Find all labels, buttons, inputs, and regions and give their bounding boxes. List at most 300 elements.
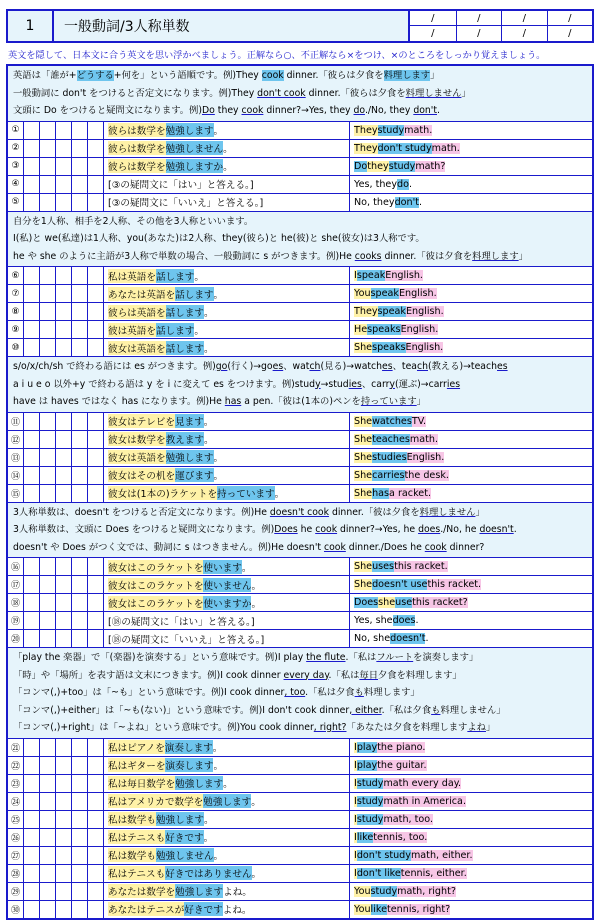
jp-text: 。: [203, 343, 214, 355]
check-box[interactable]: [72, 811, 88, 828]
check-box[interactable]: [40, 303, 56, 320]
check-box[interactable]: [24, 267, 40, 284]
en-text: Yes, she: [354, 615, 393, 626]
note-text: 毎日: [359, 669, 378, 681]
jp-text: 彼らは数学を: [108, 141, 166, 155]
check-box[interactable]: [24, 303, 40, 320]
check-box[interactable]: [88, 576, 104, 593]
check-box[interactable]: [72, 576, 88, 593]
check-box[interactable]: [24, 158, 40, 175]
date-cell[interactable]: /: [456, 26, 502, 41]
check-box[interactable]: [24, 865, 40, 882]
note-text: 「時」や「場所」を表す語は文末につきます。例)I cook dinner: [13, 669, 284, 681]
note-text: 自分を1人称、相手を2人称、その他を3人称といいます。: [13, 215, 254, 227]
check-box[interactable]: [40, 485, 56, 502]
note-text: es: [497, 361, 508, 372]
check-box[interactable]: [24, 467, 40, 484]
check-box[interactable]: [24, 811, 40, 828]
en-text: math, either.: [410, 849, 473, 861]
en-text: speak: [356, 270, 386, 281]
check-box[interactable]: [72, 431, 88, 448]
check-box[interactable]: [24, 431, 40, 448]
jp-text: 。: [203, 417, 214, 428]
check-box[interactable]: [40, 739, 56, 756]
check-box[interactable]: [40, 431, 56, 448]
date-grid: [408, 11, 592, 41]
check-box[interactable]: [40, 194, 56, 211]
check-box[interactable]: [72, 865, 88, 882]
japanese-sentence: [104, 467, 350, 484]
check-box[interactable]: [40, 576, 56, 593]
check-box[interactable]: [72, 612, 88, 629]
check-box[interactable]: [24, 339, 40, 356]
check-box[interactable]: [40, 865, 56, 882]
english-sentence: [350, 865, 592, 882]
check-box[interactable]: [40, 140, 56, 157]
en-text: carries: [372, 469, 405, 481]
check-box[interactable]: [40, 883, 56, 900]
check-box[interactable]: [24, 413, 40, 430]
note-text: cook: [323, 541, 346, 553]
english-sentence: [350, 321, 592, 338]
check-box[interactable]: [72, 757, 88, 774]
check-box[interactable]: [56, 285, 72, 302]
check-box[interactable]: [56, 847, 72, 864]
check-box[interactable]: [56, 485, 72, 502]
exercise-number: ⑬: [8, 449, 24, 466]
check-box[interactable]: [56, 413, 72, 430]
check-box[interactable]: [56, 576, 72, 593]
check-box[interactable]: [40, 285, 56, 302]
check-box[interactable]: [88, 739, 104, 756]
check-box[interactable]: [72, 485, 88, 502]
check-box[interactable]: [72, 847, 88, 864]
note-text: 文頭に Do をつけると疑問文になります。例): [13, 105, 202, 116]
check-box[interactable]: [72, 594, 88, 611]
check-box[interactable]: [40, 449, 56, 466]
check-box[interactable]: [40, 339, 56, 356]
check-box[interactable]: [24, 757, 40, 774]
check-box[interactable]: [40, 321, 56, 338]
check-box[interactable]: [88, 413, 104, 430]
note-text: does: [418, 524, 441, 535]
check-box[interactable]: [24, 485, 40, 502]
check-box[interactable]: [88, 303, 104, 320]
date-cell[interactable]: /: [410, 11, 456, 26]
note-text: .「私は: [328, 669, 360, 681]
check-box[interactable]: [24, 739, 40, 756]
check-box[interactable]: [72, 630, 88, 647]
check-box[interactable]: [72, 194, 88, 211]
check-box[interactable]: [88, 612, 104, 629]
check-box[interactable]: [72, 467, 88, 484]
en-text: doesn't use: [372, 579, 428, 590]
check-box[interactable]: [88, 267, 104, 284]
check-box[interactable]: [56, 303, 72, 320]
check-box[interactable]: [88, 140, 104, 157]
check-box[interactable]: [72, 413, 88, 430]
check-box[interactable]: [24, 558, 40, 575]
check-box[interactable]: [56, 158, 72, 175]
english-sentence: [350, 339, 592, 356]
check-box[interactable]: [24, 122, 40, 139]
exercise-row: [8, 612, 592, 630]
note-text: 3人称単数は、文頭に Does をつけると疑問文になります。例): [13, 524, 275, 535]
check-box[interactable]: [24, 285, 40, 302]
en-text: the desk.: [404, 469, 449, 481]
en-text: math every day.: [383, 777, 462, 789]
jp-text: 彼は英語を: [108, 323, 156, 337]
en-text: this racket?: [412, 597, 468, 608]
note-text: 「play the 楽器」で「(楽器)を演奏する」という意味です。例)I play: [13, 652, 307, 663]
jp-text: 。: [223, 162, 233, 173]
check-box[interactable]: [40, 829, 56, 846]
en-text: You: [354, 903, 371, 915]
en-text: Do: [354, 160, 368, 172]
note-text: .「私は夕食: [381, 704, 432, 716]
exercise-row: [8, 739, 592, 757]
check-box[interactable]: [72, 739, 88, 756]
check-box[interactable]: [24, 612, 40, 629]
note-text: 」: [461, 87, 471, 99]
note-text: cook: [261, 70, 284, 81]
check-box[interactable]: [72, 793, 88, 810]
note-text: have は haves ではなく has になります。例)He: [13, 396, 225, 407]
check-box[interactable]: [24, 140, 40, 157]
check-box[interactable]: [56, 449, 72, 466]
check-box[interactable]: [56, 901, 72, 918]
note-text: cook: [424, 541, 447, 553]
check-box[interactable]: [72, 176, 88, 193]
note-text: dinner.「彼らは夕食を: [283, 70, 384, 81]
note-text: y: [389, 378, 395, 390]
check-box[interactable]: [56, 829, 72, 846]
note-text: ch: [309, 361, 321, 372]
japanese-sentence: [104, 449, 350, 466]
jp-text: 。: [213, 453, 224, 464]
jp-text: 勉強します: [203, 794, 251, 808]
note-text: 「コンマ(,)+right」は「~よね」という意味です。例)You cook dinner: [13, 722, 314, 733]
jp-text: 勉強しません: [166, 141, 224, 155]
jp-text: [⑱の疑問文に「はい」と答える。]: [108, 616, 255, 628]
jp-text: 話します: [166, 341, 204, 355]
check-box[interactable]: [88, 775, 104, 792]
check-box[interactable]: [56, 122, 72, 139]
japanese-sentence: [104, 122, 350, 139]
check-box[interactable]: [40, 793, 56, 810]
note-line: [13, 684, 587, 702]
jp-text: あなたはテニスが: [108, 902, 184, 916]
exercise-number: ㉕: [8, 811, 24, 828]
english-sentence: [350, 194, 592, 211]
note-text: 持っています: [360, 396, 417, 407]
jp-text: 彼女は英語を: [108, 341, 166, 355]
check-box[interactable]: [24, 449, 40, 466]
check-box[interactable]: [72, 558, 88, 575]
check-box[interactable]: [88, 594, 104, 611]
check-box[interactable]: [88, 558, 104, 575]
en-text: study: [356, 813, 384, 825]
check-box[interactable]: [72, 883, 88, 900]
jp-text: 勉強します: [166, 450, 214, 464]
jp-text: 勉強します: [166, 123, 214, 137]
check-box[interactable]: [40, 901, 56, 918]
jp-text: 運びます: [175, 468, 213, 482]
exercise-number: ⑫: [8, 431, 24, 448]
check-box[interactable]: [88, 339, 104, 356]
check-box[interactable]: [56, 176, 72, 193]
check-box[interactable]: [72, 122, 88, 139]
check-box[interactable]: [40, 467, 56, 484]
exercise-number: ⑮: [8, 485, 24, 502]
check-box[interactable]: [40, 122, 56, 139]
note-text: a i u e o 以外+y で終わる語は y を i に変えて es をつけます。例)stud: [13, 378, 316, 390]
check-box[interactable]: [56, 793, 72, 810]
en-text: I: [354, 849, 357, 861]
check-box[interactable]: [56, 612, 72, 629]
check-box[interactable]: [88, 793, 104, 810]
page-title: 一般動詞/3人称単数: [64, 19, 190, 35]
japanese-sentence: [104, 339, 350, 356]
check-box[interactable]: [72, 303, 88, 320]
check-box[interactable]: [56, 739, 72, 756]
note-text: they: [214, 105, 242, 116]
check-box[interactable]: [72, 267, 88, 284]
check-box[interactable]: [72, 140, 88, 157]
en-text: I: [354, 777, 357, 789]
note-line: [13, 213, 587, 231]
check-box[interactable]: [24, 576, 40, 593]
check-box[interactable]: [88, 449, 104, 466]
check-box[interactable]: [72, 339, 88, 356]
en-text: watches: [372, 415, 412, 427]
exercise-number: ⑥: [8, 267, 24, 284]
exercise-number: ㉔: [8, 793, 24, 810]
check-box[interactable]: [56, 431, 72, 448]
note-line: [13, 248, 587, 266]
exercise-table: [6, 64, 594, 920]
check-box[interactable]: [72, 158, 88, 175]
japanese-sentence: [104, 865, 350, 882]
check-box[interactable]: [40, 158, 56, 175]
exercise-row: [8, 757, 592, 775]
note-text: (教える)→teach: [428, 361, 498, 372]
check-box[interactable]: [88, 757, 104, 774]
jp-text: 私はギターを: [108, 758, 165, 772]
check-box[interactable]: [56, 558, 72, 575]
jp-text: 彼女は数学を: [108, 432, 166, 446]
check-box[interactable]: [24, 775, 40, 792]
note-line: [13, 67, 587, 85]
check-box[interactable]: [88, 176, 104, 193]
jp-text: 。: [213, 761, 224, 772]
en-text: she: [378, 597, 396, 608]
check-box[interactable]: [24, 793, 40, 810]
jp-text: [③の疑問文に「はい」と答える。]: [108, 180, 254, 191]
jp-text: 。: [212, 743, 223, 754]
en-text: don't study: [356, 849, 411, 861]
exercise-row: [8, 431, 592, 449]
jp-text: 演奏します: [165, 758, 213, 772]
check-box[interactable]: [56, 630, 72, 647]
jp-text: 使います: [203, 560, 241, 574]
check-box[interactable]: [56, 339, 72, 356]
check-box[interactable]: [24, 829, 40, 846]
date-cell[interactable]: /: [547, 26, 593, 41]
date-cell[interactable]: /: [501, 26, 547, 41]
jp-text: 私はピアノを: [108, 740, 165, 754]
check-box[interactable]: [40, 558, 56, 575]
en-text: play: [356, 759, 378, 771]
check-box[interactable]: [40, 811, 56, 828]
check-box[interactable]: [40, 594, 56, 611]
note-text: を演奏します」: [413, 652, 479, 663]
note-text: ch: [416, 361, 428, 372]
en-text: this racket.: [394, 561, 448, 572]
date-cell[interactable]: /: [431, 28, 435, 39]
en-text: I: [354, 831, 357, 843]
date-cell[interactable]: /: [501, 11, 547, 26]
check-box[interactable]: [88, 630, 104, 647]
check-box[interactable]: [40, 413, 56, 430]
japanese-sentence: [104, 285, 350, 302]
check-box[interactable]: [72, 285, 88, 302]
en-text: English.: [400, 324, 439, 335]
jp-text: 。: [213, 289, 224, 301]
en-text: math.: [409, 433, 439, 445]
en-text: English.: [405, 306, 444, 317]
lesson-number: 1: [8, 11, 54, 41]
check-box[interactable]: [72, 449, 88, 466]
jp-text: 話します: [166, 305, 204, 319]
grammar-note: [8, 357, 592, 413]
check-box[interactable]: [56, 594, 72, 611]
en-text: I: [354, 795, 357, 807]
exercise-row: [8, 449, 592, 467]
check-box[interactable]: [88, 158, 104, 175]
check-box[interactable]: [72, 321, 88, 338]
note-text: he や she のように主語が3人称で単数の場合、一般動詞に s がつきます。例)He: [13, 250, 355, 262]
note-text: dinner?: [446, 541, 485, 553]
exercise-row: [8, 576, 592, 594]
note-text: dinner.「彼は夕食を: [328, 506, 420, 518]
check-box[interactable]: [88, 847, 104, 864]
check-box[interactable]: [56, 757, 72, 774]
note-text: フルート: [376, 652, 414, 663]
check-box[interactable]: [24, 901, 40, 918]
check-box[interactable]: [56, 194, 72, 211]
note-text: 「あなたは夕食を料理します: [346, 722, 468, 733]
en-text: You: [354, 288, 371, 299]
check-box[interactable]: [40, 757, 56, 774]
check-box[interactable]: [56, 883, 72, 900]
jp-text: [⑱の疑問文に「いいえ」と答える。]: [108, 634, 265, 646]
note-text: cooks: [354, 250, 382, 262]
check-box[interactable]: [56, 811, 72, 828]
check-box[interactable]: [56, 467, 72, 484]
check-box[interactable]: [24, 194, 40, 211]
check-box[interactable]: [88, 321, 104, 338]
date-cell[interactable]: /: [456, 11, 502, 26]
exercise-row: [8, 140, 592, 158]
jp-text: 使いません: [203, 578, 251, 592]
jp-text: 。: [251, 797, 261, 808]
check-box[interactable]: [88, 194, 104, 211]
check-box[interactable]: [24, 594, 40, 611]
jp-text: 使いますか: [203, 596, 251, 610]
japanese-sentence: [104, 883, 350, 900]
check-box[interactable]: [88, 901, 104, 918]
check-box[interactable]: [56, 140, 72, 157]
check-box[interactable]: [72, 775, 88, 792]
check-box[interactable]: [88, 285, 104, 302]
note-text: doesn't cook: [269, 506, 329, 518]
exercise-row: [8, 285, 592, 303]
japanese-sentence: [104, 321, 350, 338]
check-box[interactable]: [88, 811, 104, 828]
en-text: .: [415, 615, 419, 626]
check-box[interactable]: [40, 176, 56, 193]
check-box[interactable]: [88, 865, 104, 882]
note-text: +何を」という語順です。例)They: [113, 70, 262, 81]
date-cell[interactable]: /: [547, 11, 593, 26]
check-box[interactable]: [88, 467, 104, 484]
jp-text: 勉強します: [175, 776, 223, 790]
jp-text: 。: [251, 598, 262, 610]
check-box[interactable]: [40, 775, 56, 792]
note-text: dinner?→Yes, they: [263, 105, 354, 116]
check-box[interactable]: [56, 267, 72, 284]
check-box[interactable]: [24, 176, 40, 193]
japanese-sentence: [104, 140, 350, 157]
exercise-number: ㉒: [8, 757, 24, 774]
english-sentence: [350, 901, 592, 918]
note-text: 」: [416, 396, 426, 407]
jp-text: 話します: [156, 269, 194, 283]
jp-text: 私は毎日数学を: [108, 776, 175, 790]
check-box[interactable]: [24, 321, 40, 338]
check-box[interactable]: [24, 883, 40, 900]
check-box[interactable]: [88, 431, 104, 448]
check-box[interactable]: [72, 829, 88, 846]
check-box[interactable]: [88, 122, 104, 139]
check-box[interactable]: [24, 847, 40, 864]
check-box[interactable]: [56, 865, 72, 882]
english-sentence: [350, 176, 592, 193]
note-text: 料理します: [383, 70, 431, 81]
check-box[interactable]: [88, 485, 104, 502]
check-box[interactable]: [24, 630, 40, 647]
japanese-sentence: [104, 267, 350, 284]
en-text: speaks: [372, 342, 406, 353]
exercise-number: ⑩: [8, 339, 24, 356]
english-sentence: [350, 303, 592, 320]
check-box[interactable]: [40, 630, 56, 647]
check-box[interactable]: [40, 612, 56, 629]
check-box[interactable]: [72, 901, 88, 918]
jp-text: 彼女はこのラケットを: [108, 596, 203, 610]
check-box[interactable]: [56, 321, 72, 338]
check-box[interactable]: [56, 775, 72, 792]
note-text: 料理します」: [363, 687, 420, 698]
check-box[interactable]: [40, 267, 56, 284]
check-box[interactable]: [40, 847, 56, 864]
note-text: the flute: [306, 652, 346, 663]
en-text: don't: [394, 196, 420, 208]
check-box[interactable]: [88, 829, 104, 846]
en-text: uses: [372, 561, 395, 572]
check-box[interactable]: [88, 883, 104, 900]
